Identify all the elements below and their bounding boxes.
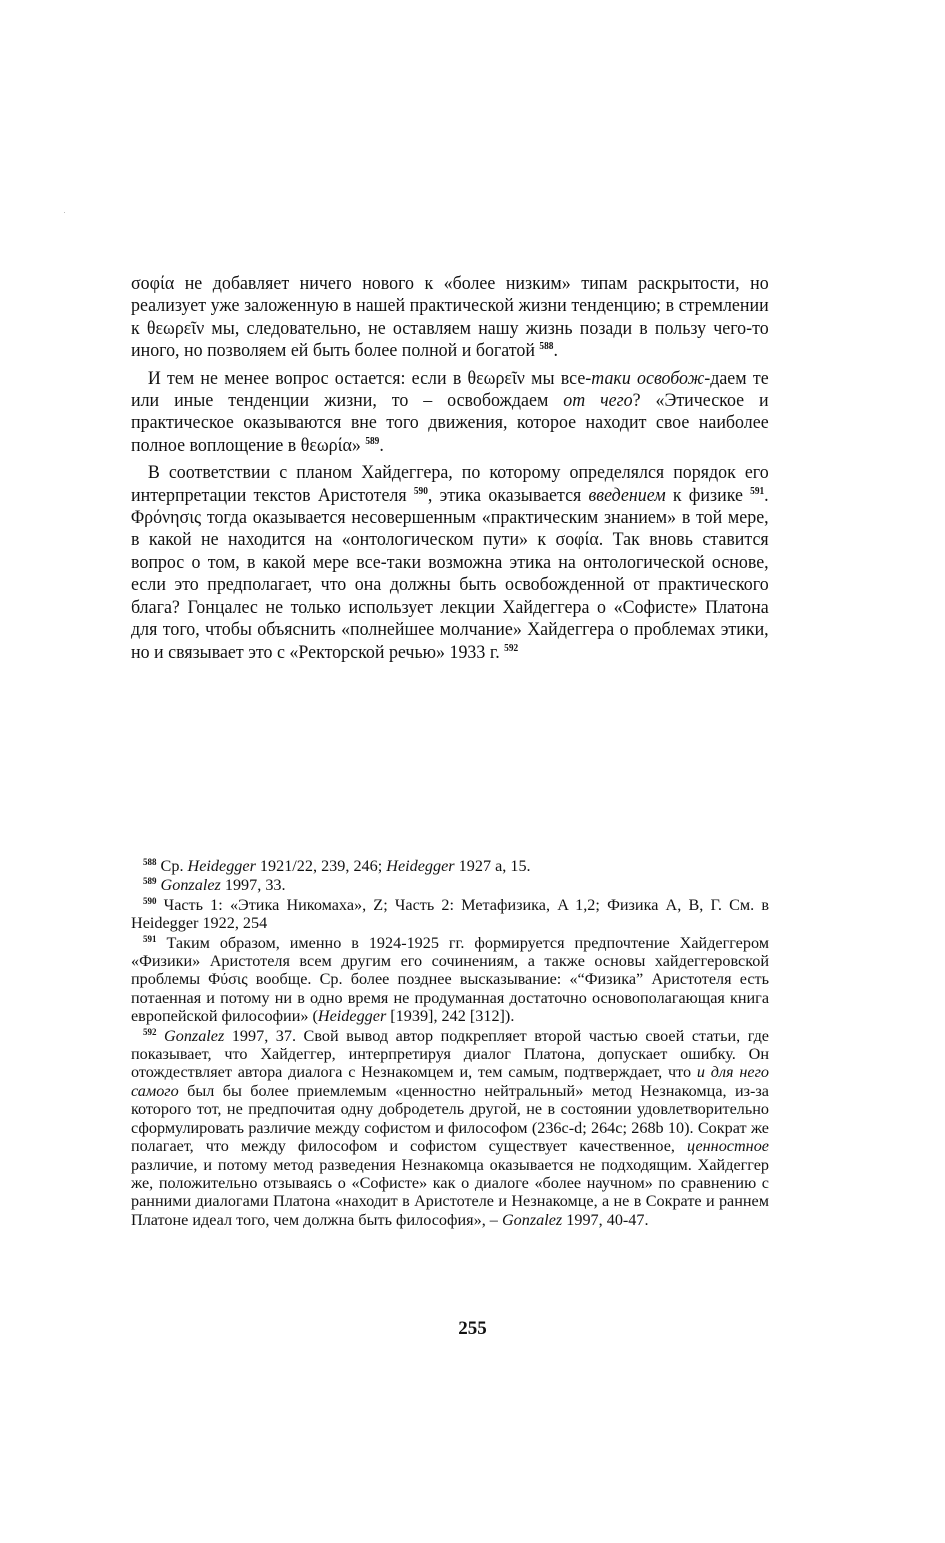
paragraph-1 [131,273,769,363]
footnote-italic: ценностное [686,1137,769,1156]
footnote-number: 591 [143,933,157,944]
footnote-text: 1997, 40-47. [562,1210,649,1229]
scan-speck [64,212,65,213]
p2-italic-a: таки освобож- [591,367,711,389]
footnote-592 [131,1027,769,1229]
footnote-number: 588 [143,857,157,867]
footnote-ref-592: 592 [504,642,519,654]
footnote-text: [1939], 242 [312]). [386,1007,515,1026]
footnote-text: 1997, 33. [220,876,286,895]
footnote-text: 1927 a, 15. [454,857,531,875]
p3-text-b: , этика оказывается [427,484,589,506]
p2-text-b: даем те или иные тенденции жизни, то – освобождаем [131,367,769,412]
p3-italic: введением [588,484,666,506]
page-number: 255 [458,1318,487,1339]
p3-text-a: В соответствии с планом Хайдеггера, по которому определялся порядок его интерпретации текстов Аристотеля [131,462,769,506]
footnote-588 [131,857,769,875]
footnote-ref-591: 591 [750,485,765,497]
p2-italic-b: от чего [563,390,633,412]
footnote-text: 1997, 37. Свой вывод автор подкрепляет второй частью своей статьи, где показывает, что Хайдеггер, интерпретируя диалог Платона, допускает ошибку. Он отождествляет автора диалога с Незнакомцем и, тем самым, подтверждает, что [131,1026,769,1082]
p3-text-c: к физике [665,484,743,506]
footnote-text: Таким образом, именно в 1924-1925 гг. формируется предпочтение Хайдеггером «Физики» Аристотеля всем другим его сочинениям, а также основы хайдеггеровской проблемы Φύσις вообще. Ср. более позднее высказывание: «“Физика” Аристотеля есть потаенная и потому ни в одно время не продуманная достаточно основополагающая книга европейской философии» ( [131,933,769,1026]
footnote-number: 592 [143,1026,157,1037]
footnote-ref-589: 589 [365,435,380,447]
p2-end: . [379,434,384,456]
footnote-number: 589 [143,876,157,887]
p1-text: σοφία не добавляет ничего нового к «более низким» типам раскрытости, но реализует уже заложенную в нашей практической жизни тенденцию; в стремлении к θεωρεῖν мы, следовательно, не оставляем нашу жизнь позади в пользу чего-то иного, но позволяем ей быть более полной и богатой [131,273,769,362]
footnote-author: Heidegger [317,1007,387,1026]
main-text [131,273,769,669]
footnote-author: Gonzalez [501,1210,563,1229]
footnotes [131,857,769,1230]
footnote-author: Gonzalez [160,876,221,895]
footnote-ref-588: 588 [539,341,554,353]
p1-end: . [553,340,558,362]
p3-text-d: . Φρόνησις тогда оказывается несовершенным «практическим знанием» в той мере, в какой не находится на «онтологическом пути» к σοφία. Так вновь ставится вопрос о том, в какой мере все-таки возможна этика на онтологической основе, если это предполагает, что она должны быть освобожденной от практического блага? Гонцалес не только использует лекции Хайдеггера о «Софисте» Платона для того, чтобы объяснить «полнейшее молчание» Хайдеггера о проблемах этики, но и связывает это с «Ректорской речью» 1933 г. [131,484,769,663]
footnote-text: 1921/22, 239, 246; [255,857,387,875]
footnote-italic: и для него самого [131,1063,769,1100]
footnote-589 [131,876,769,894]
p2-text-a: И тем не менее вопрос остается: если в θεωρεῖν мы все- [147,367,592,389]
footnote-text: Часть 1: «Этика Никомаха», Z; Часть 2: Метафизика, A 1,2; Физика A, B, Γ. См. в Heidegger 1922, 254 [131,895,769,933]
footnote-text: был бы более приемлемым «ценностно нейтральный» метод Незнакомца, из-за которого тот, не предпочитая одну добродетель другой, не в состоянии удовлетворительно сформулировать различие между софистом и философом (236c-d; 264c; 268b 10). Сократ же полагает, что между философом и софистом существует качественное, [131,1081,769,1156]
footnote-590 [131,896,769,933]
p2-text-c: ? «Этическое и практическое оказываются вне того движения, которое находит свое наиболее полное воплощение в θεωρία» [131,390,769,456]
paragraph-3 [131,462,769,664]
footnote-author: Heidegger [187,857,256,875]
footnote-text: различие, и потому метод разведения Незнакомца оказывается не подходящим. Хайдеггер же, положительно отзываясь о «Софисте» как о диалоге «более научном» по сравнению с ранними диалогами Платона «находит в Аристотеле и Незнакомце, а не в Сократе и раннем Платоне идеал того, чем должна быть философия», – [131,1155,769,1229]
footnote-author: Gonzalez [164,1026,225,1045]
footnote-number: 590 [143,895,157,906]
footnote-ref-590: 590 [413,485,428,497]
paragraph-2 [131,368,769,458]
footnote-591 [131,934,769,1026]
footnote-author: Heidegger [386,857,455,875]
footnote-text: Ср. [156,857,188,875]
